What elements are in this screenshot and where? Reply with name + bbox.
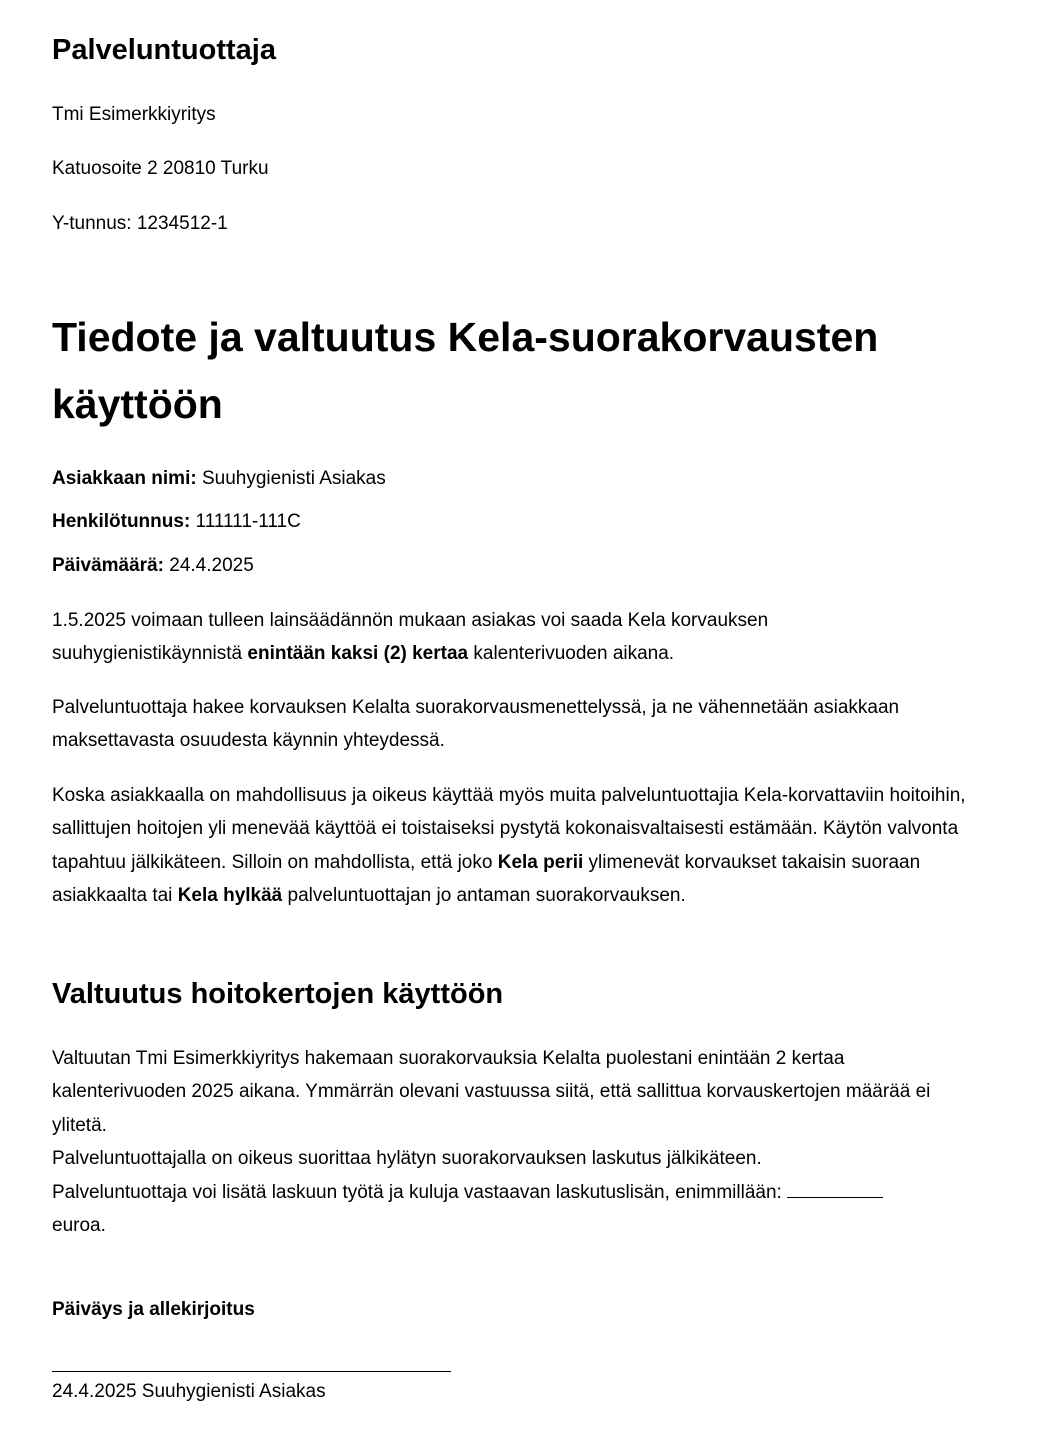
authorization-line-3: Palveluntuottaja voi lisätä laskuun työtä ja kuluja vastaavan laskutuslisän, enimmillään: <box>52 1181 788 1203</box>
date-value: 24.4.2025 <box>163 555 254 576</box>
personal-id-field <box>52 510 301 534</box>
authorization-line-3-end: euroa. <box>52 1215 106 1237</box>
customer-name-value: Suuhygienisti Asiakas <box>196 468 386 489</box>
info-p3-emphasis-2: Kela hylkää <box>177 885 283 907</box>
authorization-line-1: Valtuutan Tmi Esimerkkiyritys hakemaan suorakorvauksia Kelalta puolestani enintään 2 kertaa kalenterivuoden 2025 aikana. Ymmärrän olevani vastuussa siitä, että sallittua korvauskertojen määrää ei ylitetä. <box>52 1048 931 1136</box>
info-p1-text: 1.5.2025 voimaan tulleen lainsäädännön mukaan asiakas voi saada Kela korvauksen suuhygienistikäynnistä <box>52 610 769 665</box>
signature-heading: Päiväys ja allekirjoitus <box>52 1299 255 1320</box>
authorization-heading: Valtuutus hoitokertojen käyttöön <box>52 978 504 1010</box>
signature-line <box>52 1371 451 1372</box>
customer-name-field <box>52 467 386 491</box>
authorization-line-2: Palveluntuottajalla on oikeus suorittaa hylätyn suorakorvauksen laskutus jälkikäteen. <box>52 1148 762 1170</box>
personal-id-label: Henkilötunnus: <box>52 511 191 532</box>
info-p3-text: Koska asiakkaalla on mahdollisuus ja oikeus käyttää myös muita palveluntuottajia Kela-korvattaviin hoitoihin, sallittujen hoitojen yli menevää käyttöä ei toistaiseksi pystytä kokonaisvaltaisesti estämään. Käytön valvonta tapahtuu jälkikäteen. Silloin on mahdollista, että joko <box>52 785 966 873</box>
info-p3-text-mid: ylimenevät korvaukset takaisin suoraan asiakkaalta tai <box>52 851 921 907</box>
info-p3-text-end: palveluntuottajan jo antaman suorakorvauksen. <box>282 885 686 907</box>
info-paragraph-2: Palveluntuottaja hakee korvauksen Kelalta suorakorvausmenettelyssä, ja ne vähennetään asiakkaan maksettavasta osuudesta käynnin yhteydessä. <box>52 697 900 752</box>
fee-blank-field <box>787 1181 883 1198</box>
info-p1-text-end: kalenterivuoden aikana. <box>468 643 675 665</box>
date-field <box>52 554 254 578</box>
info-paragraph-3 <box>52 779 1012 913</box>
document-title: Tiedote ja valtuutus Kela-suorakorvausten käyttöön <box>52 314 879 427</box>
provider-heading: Palveluntuottaja <box>52 34 276 66</box>
personal-id-value: 111111-111C <box>190 511 301 532</box>
authorization-paragraph <box>52 1042 952 1242</box>
customer-name-label: Asiakkaan nimi: <box>52 468 197 489</box>
info-p3-emphasis-1: Kela perii <box>497 851 584 873</box>
signature-text: 24.4.2025 Suuhygienisti Asiakas <box>52 1381 326 1402</box>
provider-address: Katuosoite 2 20810 Turku <box>52 158 269 179</box>
provider-business-id: Y-tunnus: 1234512-1 <box>52 213 228 234</box>
info-p1-emphasis: enintään kaksi (2) kertaa <box>247 643 469 665</box>
info-paragraph-1 <box>52 604 872 671</box>
date-label: Päivämäärä: <box>52 555 164 576</box>
provider-company: Tmi Esimerkkiyritys <box>52 104 216 125</box>
